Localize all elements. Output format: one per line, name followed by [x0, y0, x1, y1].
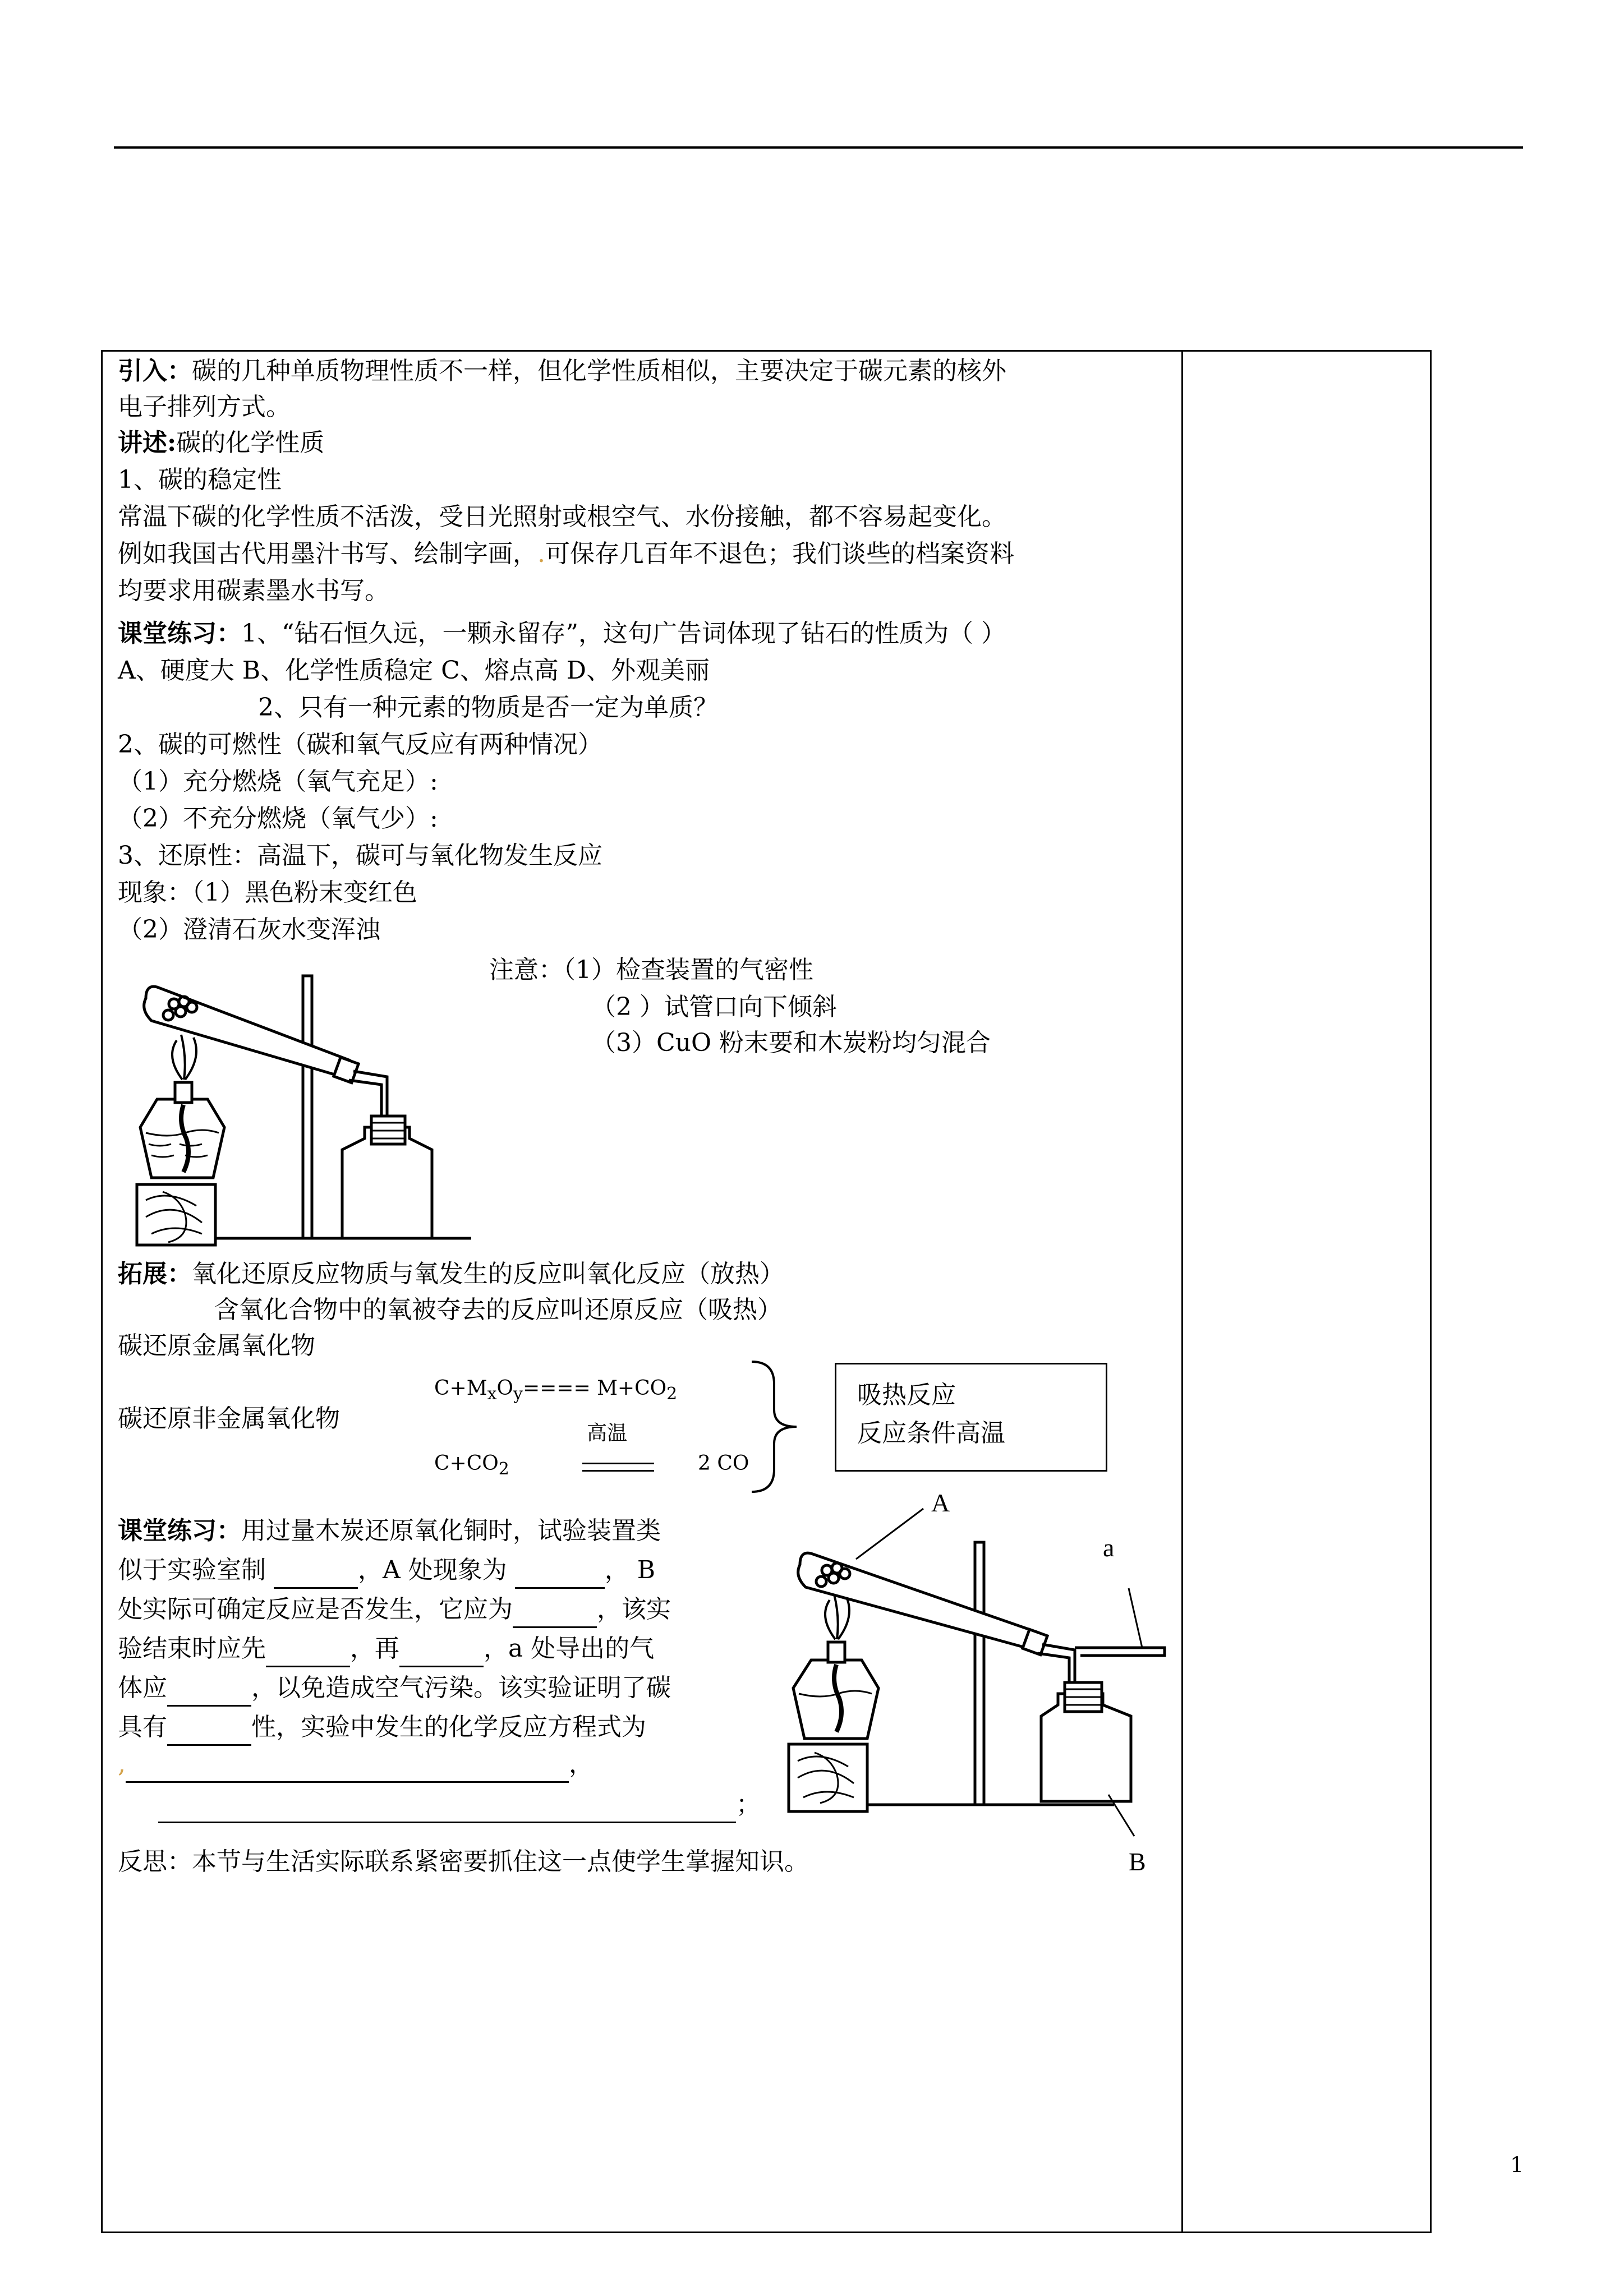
answer-blank-4[interactable]	[266, 1632, 350, 1667]
answer-blank-9[interactable]	[158, 1788, 736, 1823]
exercise2-l5a: 体应	[118, 1673, 167, 1702]
extension-line-2: 含氧化合物中的氧被夺去的反应叫还原反应（吸热）	[214, 1295, 782, 1324]
note-2: （2 ）试管口向下倾斜	[591, 993, 837, 1021]
intro-line-1	[118, 354, 1006, 388]
apparatus-diagram-2	[783, 1514, 1187, 1873]
brace	[752, 1359, 819, 1494]
exercise2-label: 课堂练习：	[118, 1516, 241, 1545]
lecture-line	[118, 426, 324, 460]
reflection: 反思：本节与生活实际联系紧密要抓住这一点使学生掌握知识。	[118, 1847, 809, 1876]
stability-heading: 1、碳的稳定性	[118, 465, 282, 494]
answer-blank-6[interactable]	[167, 1671, 251, 1707]
equation-2-lhs	[434, 1447, 509, 1486]
phenomenon-1: 现象：（1）黑色粉末变红色	[118, 878, 417, 907]
exercise2-line-1	[118, 1514, 661, 1548]
equation-2-arrow	[582, 1463, 654, 1472]
reduction-heading: 3、还原性：高温下，碳可与氧化物发生反应	[118, 841, 602, 870]
stability-p2b: 可保存几百年不退色；我们谈些的档案资料	[545, 540, 1014, 568]
eq2-lhs-text: C+CO	[434, 1452, 499, 1475]
exercise2-l4a: 验结束时应先	[118, 1634, 266, 1663]
stability-p2a: 例如我国古代用墨汁书写、绘制字画，	[118, 540, 537, 568]
exercise2-l5b: ，以免造成空气污染。该实验证明了碳	[251, 1673, 671, 1702]
intro-text: 碳的几种单质物理性质不一样，但化学性质相似，主要决定于碳元素的核外	[192, 357, 1006, 385]
exercise2-l3b: ，该实	[597, 1595, 671, 1624]
answer-blank-5[interactable]	[399, 1632, 484, 1667]
eq2-lhs-sub: 2	[498, 1459, 509, 1479]
combustion-heading: 2、碳的可燃性（碳和氧气反应有两种情况）	[118, 730, 602, 759]
combustion-case-1: （1）充分燃烧（氧气充足）:	[118, 767, 438, 796]
exercise2-line-4	[118, 1632, 654, 1667]
answer-blank-3[interactable]	[513, 1593, 597, 1628]
exercise2-l3a: 处实际可确定反应是否发生，它应为	[118, 1595, 513, 1624]
eq1-pre: C+M	[434, 1377, 487, 1400]
label-A: A	[931, 1488, 950, 1517]
equation-2-rhs: 2 CO	[698, 1452, 749, 1475]
apparatus-diagram-1	[129, 965, 488, 1245]
exercise2-l4c: ，a 处导出的气	[484, 1634, 655, 1663]
eq1-sub-2: 2	[666, 1384, 678, 1404]
answer-blank-7[interactable]	[167, 1711, 251, 1746]
eq1-mid: O	[496, 1377, 514, 1400]
answer-blank-8[interactable]	[126, 1748, 569, 1783]
phenomenon-2: （2）澄清石灰水变浑浊	[118, 915, 380, 944]
exercise1-q1	[118, 617, 1006, 651]
note-1: 注意：（1）检查装置的气密性	[489, 956, 813, 984]
condition-box-line-1: 吸热反应	[857, 1381, 956, 1409]
page-number: 1	[1510, 2152, 1524, 2177]
exercise2-l8-end: ；	[736, 1790, 761, 1819]
exercise2-l7-end: ，	[569, 1750, 594, 1778]
exercise2-l2b: ，A 处现象为	[358, 1556, 507, 1584]
eq1-post: ==== M+CO	[522, 1377, 667, 1400]
exercise2-line-6	[118, 1711, 646, 1746]
header-rule	[114, 146, 1523, 149]
column-divider	[1181, 350, 1183, 2233]
stability-p3: 均要求用碳素墨水书写。	[118, 577, 389, 605]
exercise2-l7-mark: ,	[118, 1750, 126, 1778]
exercise2-line-2	[118, 1553, 655, 1589]
extension-line-1	[118, 1257, 784, 1291]
lecture-label: 讲述:	[118, 428, 177, 457]
extension-line-1-text: 氧化还原反应物质与氧发生的反应叫氧化反应（放热）	[192, 1260, 784, 1288]
exercise2-line-1-text: 用过量木炭还原氧化铜时，试验装置类	[241, 1516, 661, 1545]
exercise2-line-8	[158, 1788, 761, 1823]
extension-label: 拓展：	[118, 1260, 192, 1288]
nonmetal-oxide-label: 碳还原非金属氧化物	[118, 1404, 340, 1433]
answer-blank-1[interactable]	[274, 1553, 358, 1589]
exercise2-l4b: ，再	[350, 1634, 399, 1663]
eq1-sub-y: y	[513, 1384, 523, 1404]
exercise1-q1-text: 1、“钻石恒久远，一颗永留存”，这句广告词体现了钻石的性质为（ ）	[241, 619, 1006, 648]
exercise2-l2a: 似于实验室制	[118, 1556, 266, 1584]
stability-p1: 常温下碳的化学性质不活泼，受日光照射或根空气、水份接触，都不容易起变化。	[118, 502, 1006, 531]
exercise1-options: A、硬度大 B、化学性质稳定 C、熔点高 D、外观美丽	[118, 656, 710, 685]
stability-p2-mark: .	[537, 540, 545, 568]
exercise2-line-5	[118, 1671, 671, 1707]
exercise2-line-7	[118, 1748, 594, 1783]
exercise2-l2c: ， B	[604, 1556, 656, 1584]
condition-box-line-2: 反应条件高温	[857, 1419, 1005, 1447]
equation-2-condition: 高温	[587, 1422, 628, 1445]
exercise1-q2: 2、只有一种元素的物质是否一定为单质？	[258, 693, 718, 722]
equation-1	[434, 1372, 677, 1411]
exercise2-l6b: 性，实验中发生的化学反应方程式为	[251, 1713, 646, 1741]
answer-blank-2[interactable]	[515, 1553, 605, 1589]
stability-p2	[118, 537, 1014, 571]
label-a: a	[1103, 1533, 1115, 1562]
exercise2-line-3	[118, 1593, 671, 1628]
exercise1-label: 课堂练习：	[118, 619, 241, 648]
label-B: B	[1129, 1847, 1146, 1876]
lecture-text: 碳的化学性质	[176, 428, 325, 457]
exercise2-l6a: 具有	[118, 1713, 167, 1741]
note-3: （3）CuO 粉末要和木炭粉均匀混合	[591, 1029, 991, 1057]
eq1-sub-x: x	[487, 1384, 497, 1404]
metal-oxide-label: 碳还原金属氧化物	[118, 1331, 315, 1360]
intro-label: 引入：	[118, 357, 192, 385]
combustion-case-2: （2）不充分燃烧（氧气少）:	[118, 804, 438, 833]
intro-line-2: 电子排列方式。	[118, 393, 291, 421]
